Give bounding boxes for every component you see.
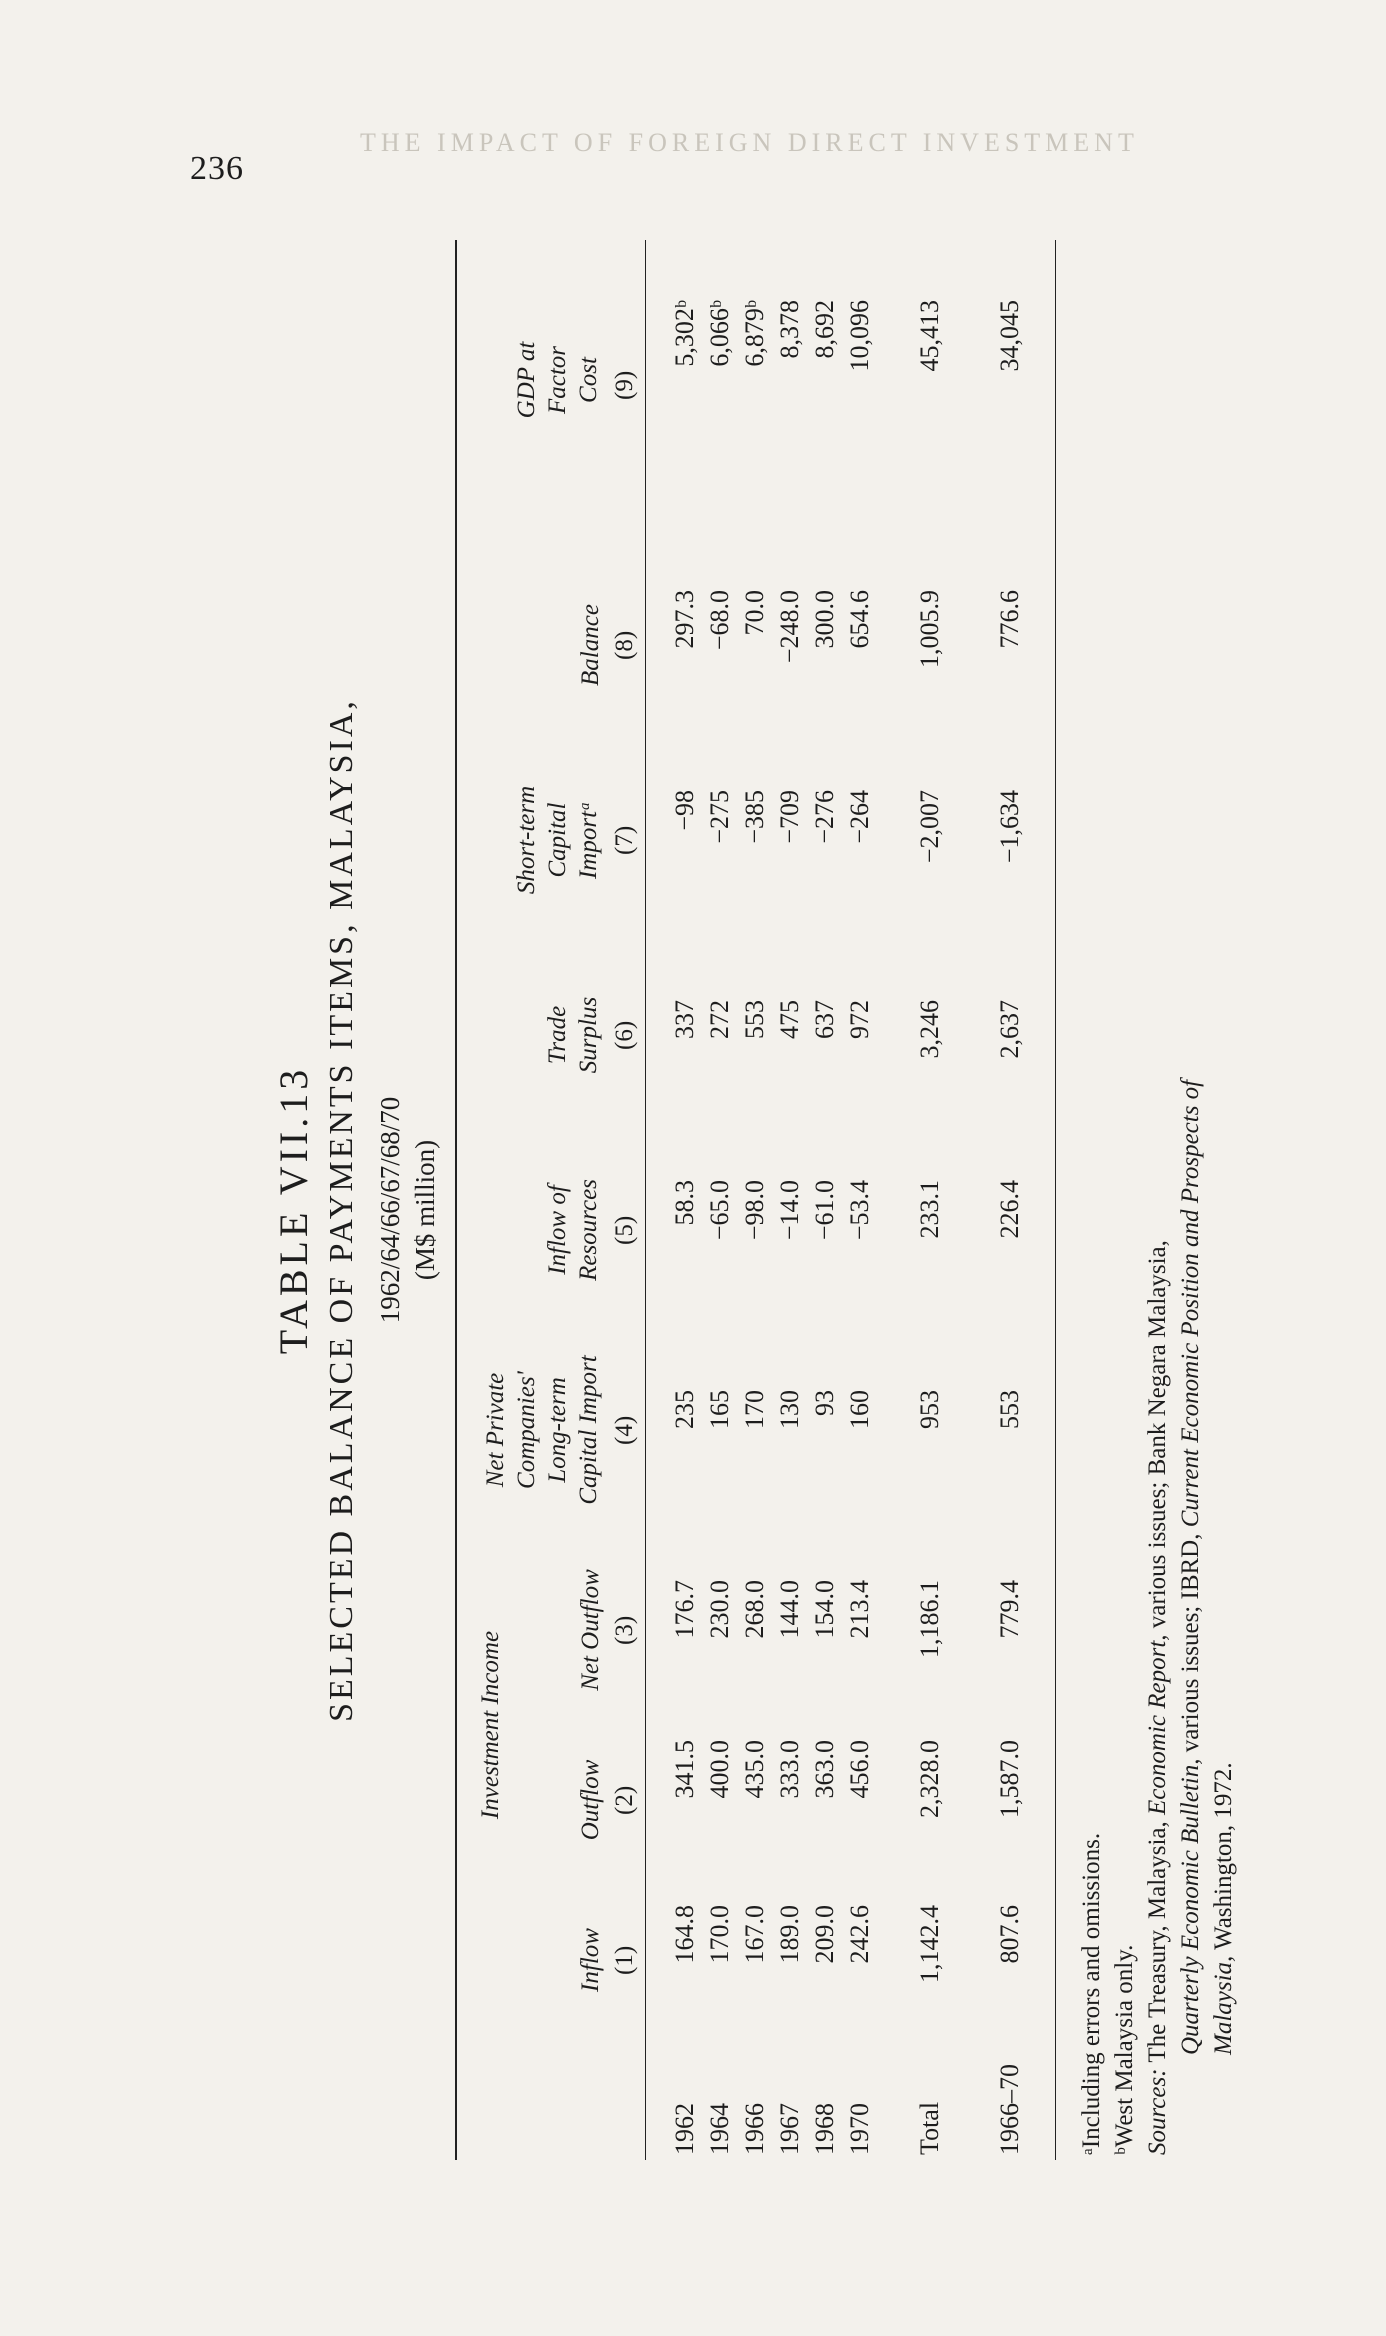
table-row-cell-4: 130 — [775, 1390, 804, 1429]
table-row-label: 1967 — [775, 2103, 804, 2155]
total-row-cell-7: −2,007 — [915, 790, 944, 864]
col-num-8: (8) — [611, 630, 638, 660]
table-row-cell-4: 160 — [845, 1390, 874, 1429]
range-row-label: 1966–70 — [995, 2064, 1024, 2155]
rotated-table — [175, 230, 1320, 2190]
table-row-cell-8: 300.0 — [810, 590, 839, 649]
table-row-cell-9: 10,096 — [845, 300, 874, 372]
table-row-cell-5: 58.3 — [670, 1180, 699, 1226]
range-row-cell-3: 779.4 — [995, 1580, 1024, 1639]
table-row-cell-6: 972 — [845, 1000, 874, 1039]
col-header-6 — [542, 960, 604, 1110]
table-row-cell-3: 230.0 — [705, 1580, 734, 1639]
sources-line-3 — [1207, 255, 1240, 2155]
note-a: ᵃIncluding errors and omissions. — [1078, 1832, 1105, 2155]
col-header-4-line: Companies' — [513, 1371, 540, 1489]
sources-title: Current Economic Position and Prospects of — [1177, 1079, 1204, 1528]
total-row-cell-5: 233.1 — [915, 1180, 944, 1239]
table-row-cell-8: 70.0 — [740, 590, 769, 636]
col-header-5-line: Inflow of — [544, 1185, 571, 1275]
table-row-cell-2: 456.0 — [845, 1740, 874, 1799]
col-header-5-line: Resources — [575, 1179, 602, 1281]
note-b: ᵇWest Malaysia only. — [1111, 1944, 1138, 2155]
table-row-cell-8: −68.0 — [705, 590, 734, 651]
table-row-cell-2: 363.0 — [810, 1740, 839, 1799]
table-row-label: 1964 — [705, 2103, 734, 2155]
table-row-cell-5: −65.0 — [705, 1180, 734, 1241]
col-header-1: Inflow — [577, 1928, 604, 1992]
table-row-cell-7: −98 — [670, 790, 699, 831]
total-row-label: Total — [915, 2101, 944, 2155]
col-num-9: (9) — [611, 370, 638, 400]
table-row-cell-6: 553 — [740, 1000, 769, 1039]
table-row-cell-3: 268.0 — [740, 1580, 769, 1639]
table-years: 1962/64/66/67/68/70 — [375, 1096, 405, 1324]
table-row-cell-7: −276 — [810, 790, 839, 844]
table-row-label: 1966 — [740, 2103, 769, 2155]
table-row-cell-7: −264 — [845, 790, 874, 844]
range-row-cell-9: 34,045 — [995, 300, 1024, 372]
table-row-label: 1970 — [845, 2103, 874, 2155]
col-header-3: Net Outflow — [577, 1569, 604, 1691]
table-row-cell-4: 165 — [705, 1390, 734, 1429]
total-row-cell-8: 1,005.9 — [915, 590, 944, 668]
col-header-9-line: Cost — [575, 357, 602, 403]
table-row-cell-4: 235 — [670, 1390, 699, 1429]
table-row-cell-5: −53.4 — [845, 1180, 874, 1241]
table-row-cell-9: 5,302ᵇ — [670, 300, 699, 367]
table-row-cell-3: 213.4 — [845, 1580, 874, 1639]
table-row-cell-6: 637 — [810, 1000, 839, 1039]
table-subtitle: SELECTED BALANCE OF PAYMENTS ITEMS, MALAYSIA, — [323, 698, 360, 1722]
col-header-4 — [480, 1330, 604, 1530]
table-row-cell-1: 170.0 — [705, 1905, 734, 1964]
table-row-cell-9: 8,692 — [810, 300, 839, 359]
table-row-cell-4: 93 — [810, 1390, 839, 1416]
sources-line-2 — [1174, 255, 1207, 2155]
table-row-cell-5: −14.0 — [775, 1180, 804, 1241]
running-header: THE IMPACT OF FOREIGN DIRECT INVESTMENT — [360, 128, 1139, 157]
sources — [1141, 255, 1174, 2155]
sources-label: Sources: — [1144, 2068, 1171, 2155]
total-row-cell-4: 953 — [915, 1390, 944, 1429]
table-row-cell-1: 164.8 — [670, 1905, 699, 1964]
col-header-5 — [542, 1150, 604, 1310]
page-number: 236 — [190, 150, 244, 187]
table-row-cell-8: 297.3 — [670, 590, 699, 649]
total-row-cell-6: 3,246 — [915, 1000, 944, 1059]
col-header-4-line: Long-term — [544, 1377, 571, 1483]
table-row-cell-2: 333.0 — [775, 1740, 804, 1799]
sources-title: Quarterly Economic Bulletin, — [1177, 1758, 1204, 2055]
table-row-cell-9: 8,378 — [775, 300, 804, 359]
col-header-4-line: Capital Import — [575, 1355, 602, 1505]
table-row-cell-1: 209.0 — [810, 1905, 839, 1964]
col-header-7 — [511, 755, 604, 925]
table-notes — [1075, 255, 1240, 2155]
table-row-cell-5: −61.0 — [810, 1180, 839, 1241]
table-row-cell-2: 400.0 — [705, 1740, 734, 1799]
table-row-label: 1968 — [810, 2103, 839, 2155]
col-header-9 — [511, 300, 604, 460]
table-row-cell-7: −385 — [740, 790, 769, 844]
table-row-label: 1962 — [670, 2103, 699, 2155]
col-header-8: Balance — [577, 604, 604, 686]
sources-title: Economic Report, — [1144, 1634, 1171, 1815]
sources-text: The Treasury, Malaysia, — [1144, 1821, 1171, 2063]
table-row-cell-6: 475 — [775, 1000, 804, 1039]
total-row-cell-3: 1,186.1 — [915, 1580, 944, 1658]
total-row-cell-9: 45,413 — [915, 300, 944, 372]
col-num-2: (2) — [611, 1785, 638, 1815]
table-row-cell-6: 337 — [670, 1000, 699, 1039]
col-num-6: (6) — [611, 1020, 638, 1050]
sources-text: various issues; Bank Negara Malaysia, — [1144, 1240, 1171, 1629]
table-row-cell-6: 272 — [705, 1000, 734, 1039]
total-row-cell-2: 2,328.0 — [915, 1740, 944, 1818]
table-row-cell-9: 6,066ᵇ — [705, 300, 734, 367]
header-rule — [645, 240, 646, 2160]
range-row-cell-1: 807.6 — [995, 1905, 1024, 1964]
table-row-cell-5: −98.0 — [740, 1180, 769, 1241]
table-row-cell-1: 189.0 — [775, 1905, 804, 1964]
sources-text: various issues; IBRD, — [1177, 1533, 1204, 1753]
table-unit: (M$ million) — [410, 1139, 440, 1281]
col-num-3: (3) — [611, 1615, 638, 1645]
col-header-7-line: Short-term — [513, 785, 540, 895]
col-header-7-line: Capital — [544, 802, 571, 878]
table-row-cell-2: 435.0 — [740, 1740, 769, 1799]
range-row-cell-5: 226.4 — [995, 1180, 1024, 1239]
table-row-cell-7: −275 — [705, 790, 734, 844]
col-header-6-line: Surplus — [575, 996, 602, 1074]
total-row-cell-1: 1,142.4 — [915, 1905, 944, 1983]
table-row-cell-2: 341.5 — [670, 1740, 699, 1799]
table-row-cell-3: 144.0 — [775, 1580, 804, 1639]
col-num-5: (5) — [611, 1215, 638, 1245]
bottom-rule — [1055, 240, 1056, 2160]
table-row-cell-8: −248.0 — [775, 590, 804, 664]
col-header-7-line: Importᵃ — [575, 801, 602, 880]
col-num-7: (7) — [611, 825, 638, 855]
col-num-4: (4) — [611, 1415, 638, 1445]
table-row-cell-3: 176.7 — [670, 1580, 699, 1639]
col-num-1: (1) — [611, 1945, 638, 1975]
range-row-cell-6: 2,637 — [995, 1000, 1024, 1059]
sources-text: Washington, 1972. — [1210, 1762, 1237, 1950]
range-row-cell-4: 553 — [995, 1390, 1024, 1429]
table-row-cell-9: 6,879ᵇ — [740, 300, 769, 367]
table-title: TABLE VII.13 — [271, 1065, 316, 1355]
col-header-9-line: GDP at — [513, 341, 540, 419]
table-title-block — [175, 230, 445, 2190]
table-row-cell-8: 654.6 — [845, 590, 874, 649]
group-header-investment-income: Investment Income — [477, 1630, 504, 1820]
table-row-cell-1: 167.0 — [740, 1905, 769, 1964]
col-header-2: Outflow — [577, 1759, 604, 1841]
col-header-9-line: Factor — [544, 345, 571, 415]
range-row-cell-8: 776.6 — [995, 590, 1024, 649]
table-row-cell-4: 170 — [740, 1390, 769, 1429]
table-row-cell-3: 154.0 — [810, 1580, 839, 1639]
top-rule — [455, 240, 457, 2160]
table-row-cell-7: −709 — [775, 790, 804, 844]
table-row-cell-1: 242.6 — [845, 1905, 874, 1964]
col-header-4-line: Net Private — [482, 1372, 509, 1488]
col-header-6-line: Trade — [544, 1005, 571, 1065]
range-row-cell-7: −1,634 — [995, 790, 1024, 864]
sources-title: Malaysia, — [1210, 1955, 1237, 2055]
range-row-cell-2: 1,587.0 — [995, 1740, 1024, 1818]
